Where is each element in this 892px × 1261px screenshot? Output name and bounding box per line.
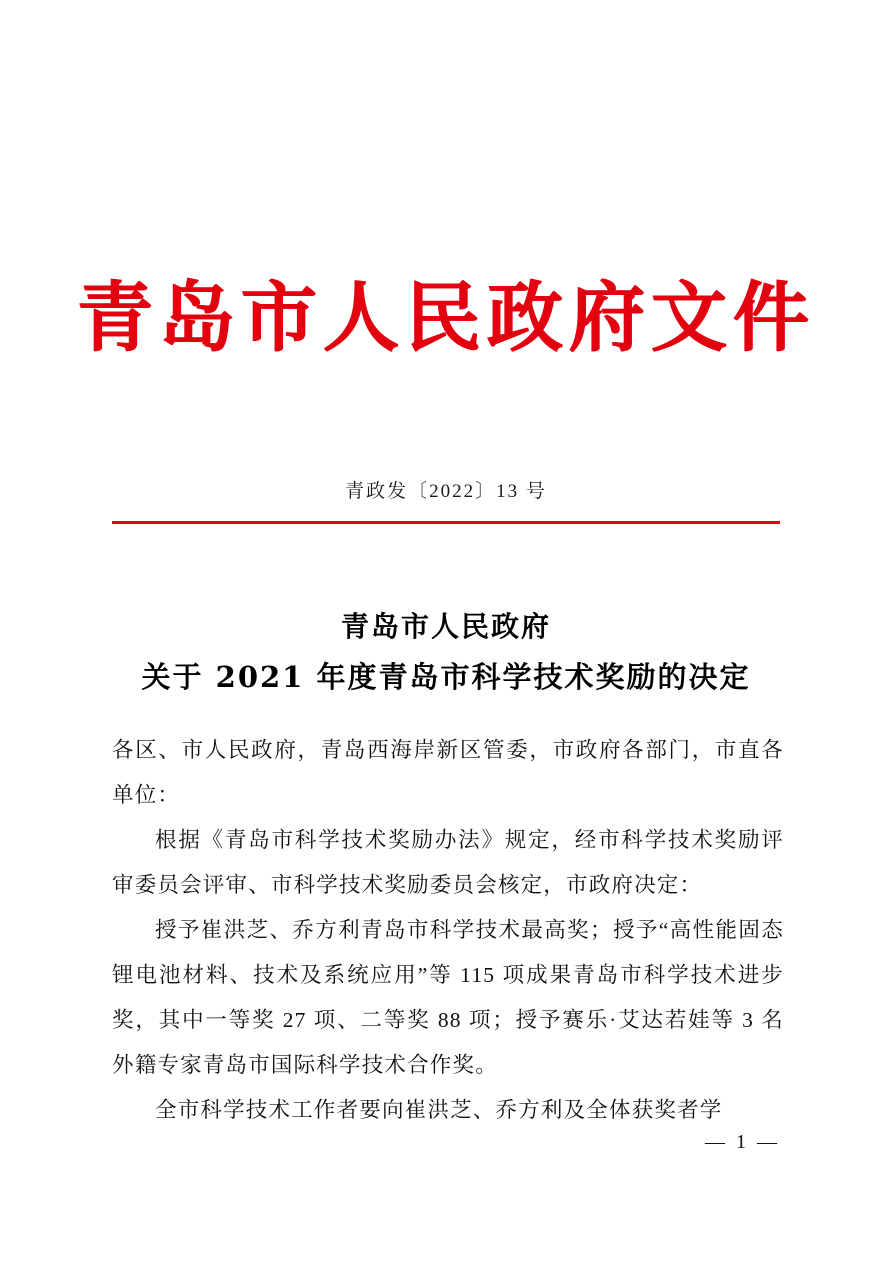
- page-number: — 1 —: [705, 1131, 780, 1153]
- red-divider-rule: [112, 521, 780, 524]
- document-number: 青政发〔2022〕13 号: [345, 481, 547, 502]
- body-paragraph-call-to-action: 全市科学技术工作者要向崔洪芝、乔方利及全体获奖者学: [155, 1098, 723, 1122]
- document-body: [112, 728, 784, 1133]
- masthead: [0, 273, 892, 362]
- masthead-title: 青岛市人民政府文件: [77, 273, 815, 362]
- body-paragraph-recipients: 各区、市人民政府，青岛西海岸新区管委，市政府各部门，市直各单位：: [112, 738, 784, 807]
- document-title-block: [112, 602, 780, 702]
- body-paragraph-awards: 授予崔洪芝、乔方利青岛市科学技术最高奖；授予“高性能固态锂电池材料、技术及系统应用”等 115 项成果青岛市科学技术进步奖，其中一等奖 27 项、二等奖 88 项；授予赛乐·艾达若娃等 3 名外籍专家青岛市国际科学技术合作奖。: [112, 918, 784, 1077]
- body-paragraph-basis: 根据《青岛市科学技术奖励办法》规定，经市科学技术奖励评审委员会评审、市科学技术奖励委员会核定，市政府决定：: [112, 828, 784, 897]
- title-line-issuer: 青岛市人民政府: [340, 610, 551, 643]
- title-line-subject: 关于 2021 年度青岛市科学技术奖励的决定: [141, 660, 751, 694]
